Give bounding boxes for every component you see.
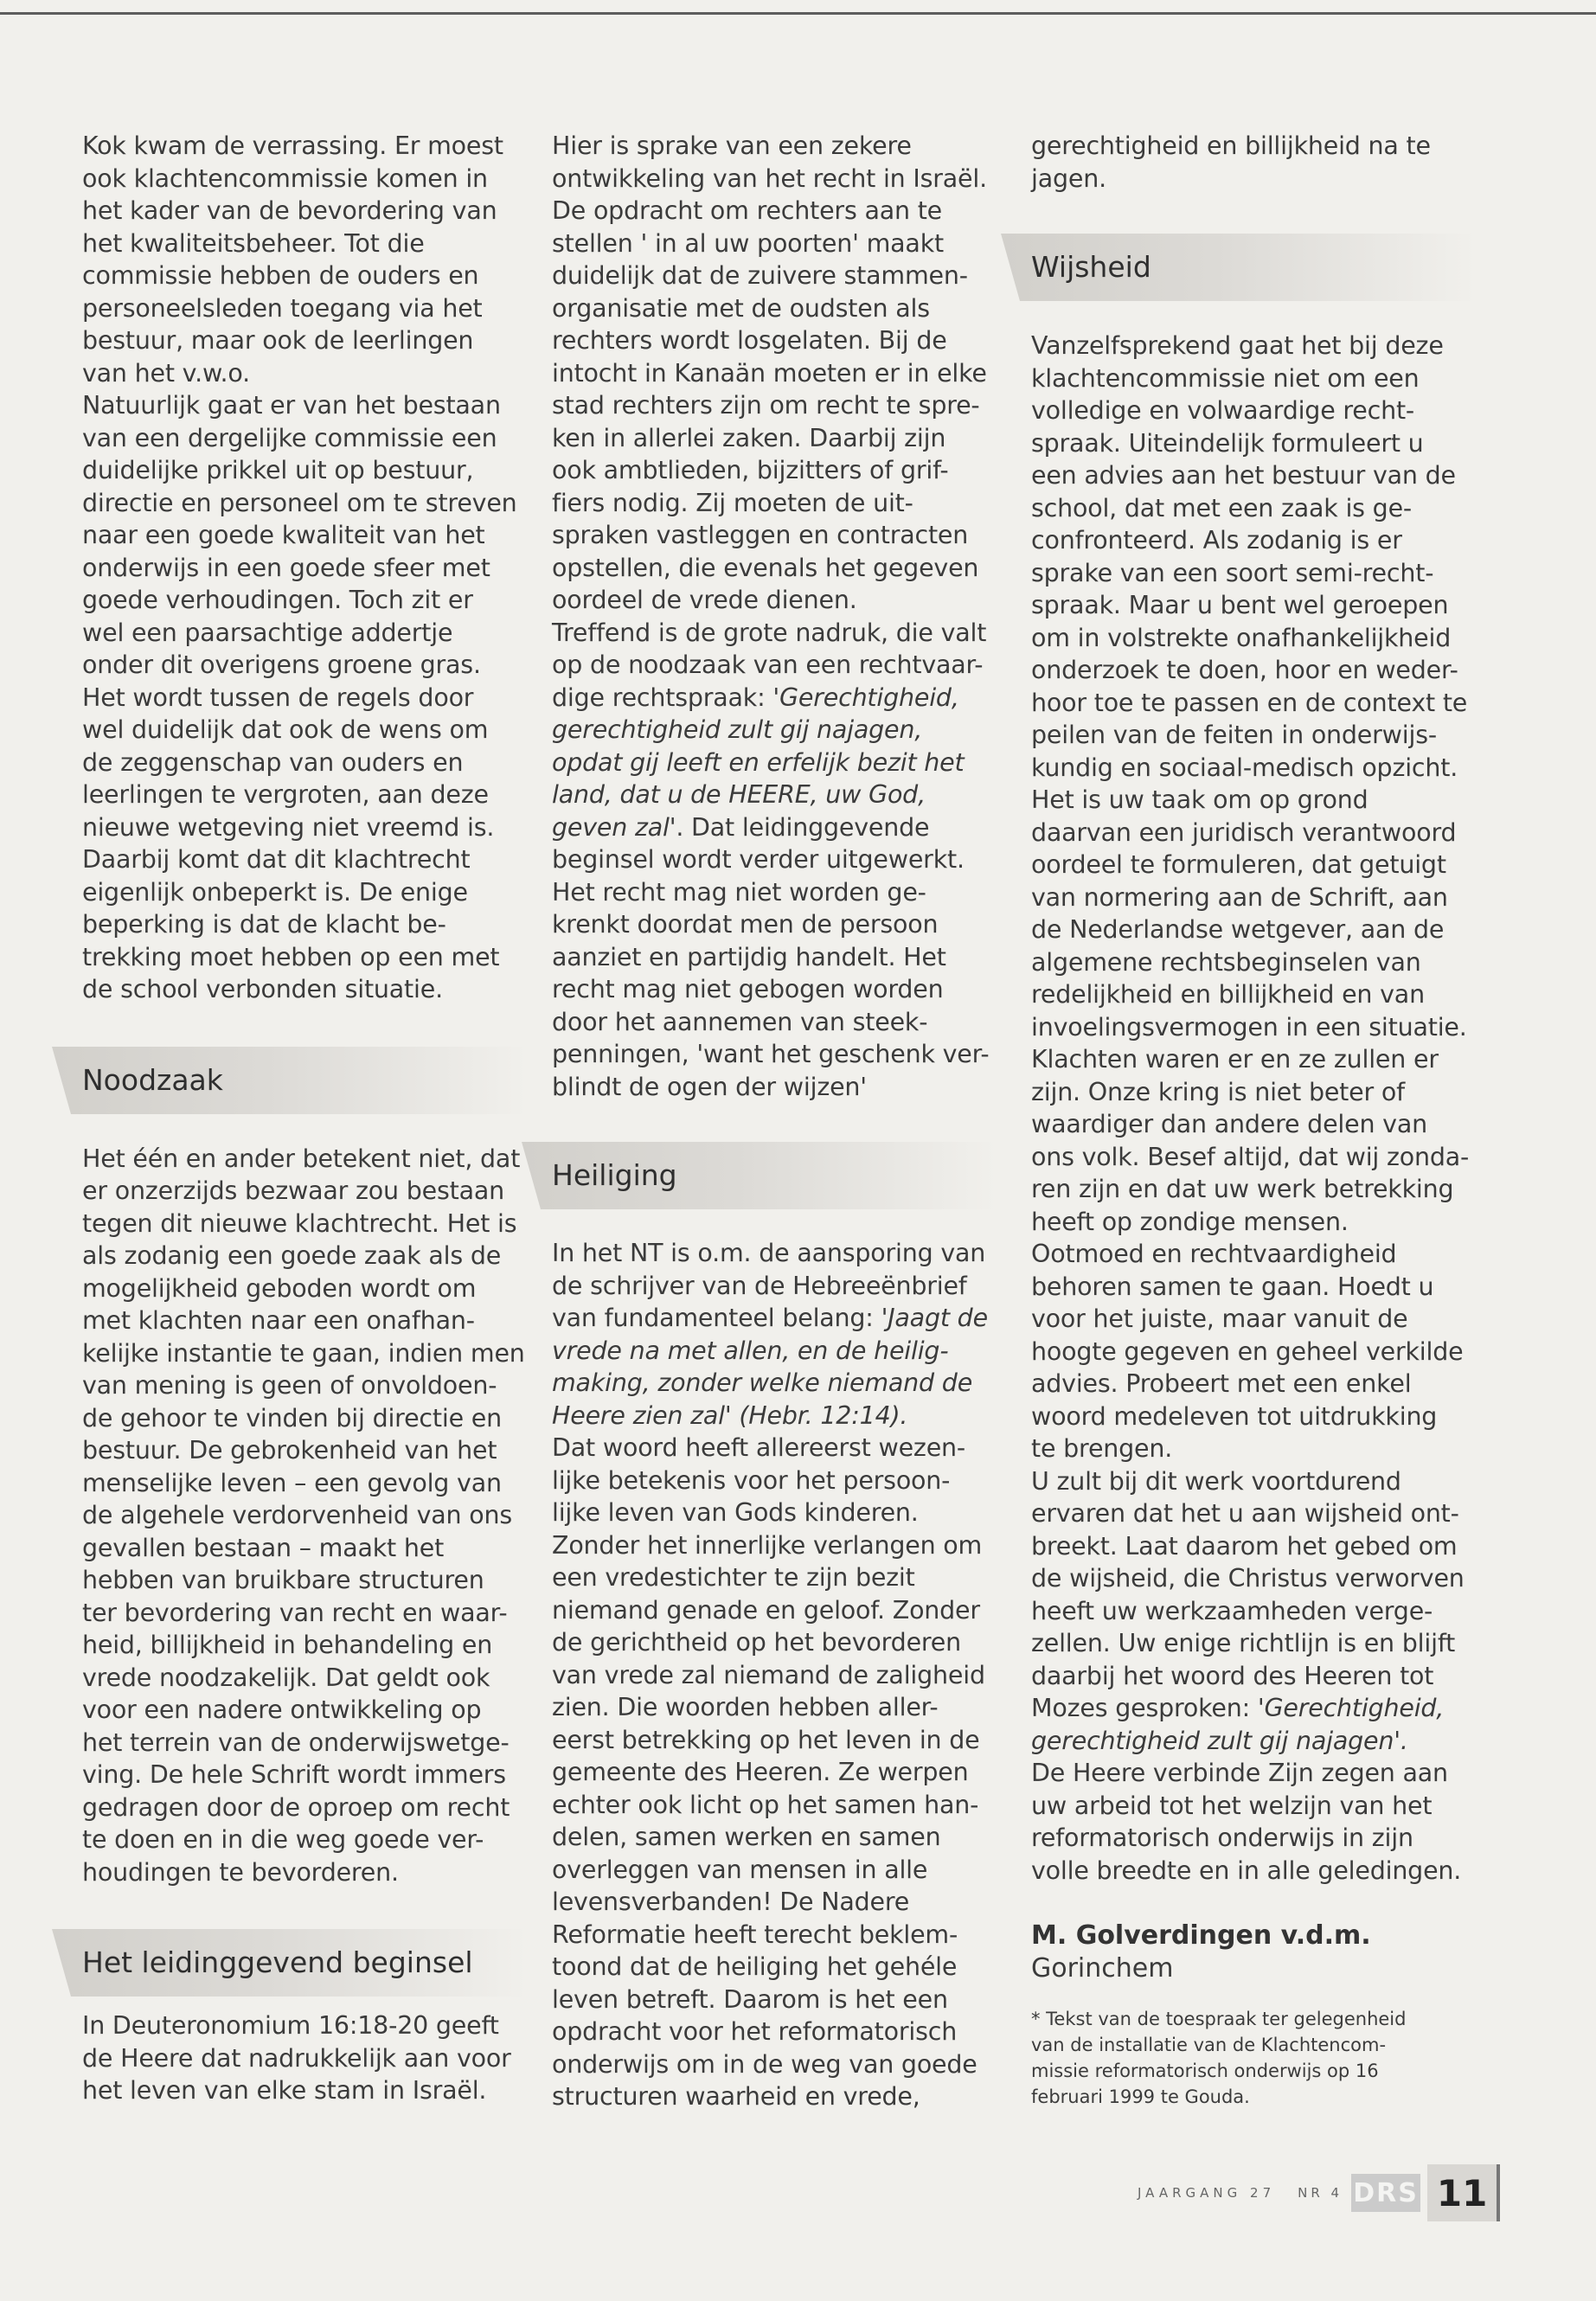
- issue-label: NR 4: [1298, 2185, 1343, 2201]
- paragraph: [1031, 330, 1477, 1887]
- paragraph-text: De Heere verbinde Zijn zegen aan uw arbeid tot het welzijn van het reformatorisch onderwijs in zijn volle breedte en in alle geledingen.: [1031, 1759, 1462, 1885]
- author-name: M. Golverdingen v.d.m.: [1031, 1920, 1371, 1951]
- paragraph-text: Dat woord heeft allereerst wezen- lijke betekenis voor het persoon- lijke leven van Gods kinderen. Zonder het innerlijke verlangen om een vredestichter te zijn bezit niemand genade en geloof. Zonder de gerichtheid op het bevorderen van vrede zal niemand de zaligheid zien. Die woorden hebben aller- eerst betrekking op het leven in de gemeente des Heeren. Ze werpen echter ook licht op het samen han- delen, samen werken en samen overleggen van mensen in alle levensverbanden! De Nadere Reformatie heeft terecht beklem- toond dat de heiliging het gehéle leven betreft. Daarom is het een opdracht voor het reformatorisch onderwijs om in de weg van goede structuren waarheid en vrede,: [552, 1433, 985, 2111]
- section-heading-heiliging: Heiliging: [522, 1142, 997, 1209]
- page-number: 11: [1427, 2164, 1500, 2221]
- volume-label: JAARGANG 27: [1138, 2185, 1276, 2201]
- section-heading-wijsheid: Wijsheid: [1001, 234, 1477, 301]
- column-3: [1031, 130, 1477, 2110]
- scripture-quote: 'Gerechtigheid, gerechtigheid zult gij najagen'.: [1031, 1694, 1445, 1755]
- paragraph: [552, 1237, 997, 2113]
- footnote: * Tekst van de toespraak ter gelegenheid van de installatie van de Klachtencom- missie reformatorisch onderwijs op 16 februari 1999 te Gouda.: [1031, 2009, 1407, 2107]
- paragraph: Kok kwam de verrassing. Er moest ook klachtencommissie komen in het kader van de bevordering van het kwaliteitsbeheer. Tot die commissie hebben de ouders en personeelsleden toegang via het bestuur, maar ook de leerlingen van het v.w.o. Natuurlijk gaat er van het bestaan van een dergelijke commissie een duidelijke prikkel uit op bestuur, directie en personeel om te streven naar een goede kwaliteit van het onderwijs in een goede sfeer met goede verhoudingen. Toch zit er wel een paarsachtige addertje onder dit overigens groene gras. Het wordt tussen de regels door wel duidelijk dat ook de wens om de zeggenschap van ouders en leerlingen te vergroten, aan deze nieuwe wetgeving niet vreemd is. Daarbij komt dat dit klachtrecht eigenlijk onbeperkt is. De enige beperking is dat de klacht be- trekking moet hebben op een met de school verbonden situatie.: [82, 131, 517, 1003]
- paragraph: gerechtigheid en billijkheid na te jagen.: [1031, 131, 1431, 193]
- paragraph-text: Hier is sprake van een zekere ontwikkeling van het recht in Israël. De opdracht om rechters aan te stellen ' in al uw poorten' maakt duidelijk dat de zuivere stammen- organisatie met de oudsten als rechters wordt losgelaten. Bij de intocht in Kanaän moeten er in elke stad rechters zijn om recht te spre- ken in allerlei zaken. Daarbij zijn ook ambtlieden, bijzitters of grif- fiers nodig. Zij moeten de uit- spraken vastleggen en contracten opstellen, die evenals het gegeven oordeel de vrede dienen. Treffend is de grote nadruk, die valt op de noodzaak van een rechtvaar- dige rechtspraak:: [552, 131, 987, 712]
- paragraph-text: . Dat leidinggevende beginsel wordt verder uitgewerkt. Het recht mag niet worden ge- krenkt doordat men de persoon aanziet en partijdig handelt. Het recht mag niet gebogen worden door het aannemen van steek- penningen, 'want het geschenk ver- blindt de ogen der wijzen': [552, 812, 990, 1101]
- scripture-quote: 'Gerechtigheid, gerechtigheid zult gij najagen, opdat gij leeft en erfelijk bezit het land, dat u de HEERE, uw God, geven zal': [552, 683, 965, 842]
- author-location: Gorinchem: [1031, 1953, 1174, 1984]
- paragraph: Het één en ander betekent niet, dat er onzerzijds bezwaar zou bestaan tegen dit nieuwe klachtrecht. Het is als zodanig een goede zaak als de mogelijkheid geboden wordt om met klachten naar een onafhan- kelijke instantie te gaan, indien men van mening is geen of onvoldoen- de gehoor te vinden bij directie en bestuur. De gebrokenheid van het menselijke leven – een gevolg van de algehele verdorvenheid van ons gevallen bestaan – maakt het hebben van bruikbare structuren ter bevordering van recht en waar- heid, billijkheid in behandeling en vrede noodzakelijk. Dat geldt ook voor een nadere ontwikkeling op het terrein van de onderwijswetge- ving. De hele Schrift wordt immers gedragen door de oproep om recht te doen en in die weg goede ver- houdingen te bevorderen.: [82, 1144, 525, 1887]
- column-2: [552, 130, 997, 2113]
- magazine-logo: DRS: [1351, 2174, 1420, 2212]
- scripture-quote: 'Jaagt de vrede na met allen, en de heilig- making, zonder welke niemand de Heere zien zal' (Hebr. 12:14).: [552, 1304, 988, 1430]
- paragraph: In Deuteronomium 16:18-20 geeft de Heere dat nadrukkelijk aan voor het leven van elke stam in Israël.: [82, 2011, 511, 2105]
- page-footer: [1138, 2163, 1500, 2223]
- paragraph: [552, 130, 997, 1103]
- section-heading-leidinggevend-beginsel: Het leidinggevend beginsel: [52, 1929, 528, 1997]
- top-rule: [0, 12, 1596, 15]
- column-1: [82, 130, 528, 2107]
- paragraph-text: Vanzelfsprekend gaat het bij deze klachtencommissie niet om een volledige en volwaardige recht- spraak. Uiteindelijk formuleert u een advies aan het bestuur van de school, dat met een zaak is ge- confronteerd. Als zodanig is er sprake van een soort semi-recht- spraak. Maar u bent wel geroepen om in volstrekte onafhankelijkheid onderzoek te doen, hoor en weder- hoor toe te passen en de context te peilen van de feiten in onderwijs- kundig en sociaal-medisch opzicht. Het is uw taak om op grond daarvan een juridisch verantwoord oordeel te formuleren, dat getuigt van normering aan de Schrift, aan de Nederlandse wetgever, aan de algemene rechtsbeginselen van redelijkheid en billijkheid en van invoelingsvermogen in een situatie. Klachten waren er en ze zullen er zijn. Onze kring is niet beter of waardiger dan andere delen van ons volk. Besef altijd, dat wij zonda- ren zijn en dat uw werk betrekking heeft op zondige mensen. Ootmoed en rechtvaardigheid behoren samen te gaan. Hoedt u voor het juiste, maar vanuit de hoogte gegeven en geheel verkilde advies. Probeert met een enkel woord medeleven tot uitdrukking te brengen. U zult bij dit werk voortdurend ervaren dat het u aan wijsheid ont- breekt. Laat daarom het gebed om de wijsheid, die Christus verworven heeft uw werkzaamheden verge- zellen. Uw enige richtlijn is en blijft daarbij het woord des Heeren tot Mozes gesproken:: [1031, 331, 1470, 1722]
- section-heading-noodzaak: Noodzaak: [52, 1047, 528, 1114]
- paragraph-text: In het NT is o.m. de aansporing van de schrijver van de Hebreeënbrief van fundamenteel belang:: [552, 1239, 986, 1332]
